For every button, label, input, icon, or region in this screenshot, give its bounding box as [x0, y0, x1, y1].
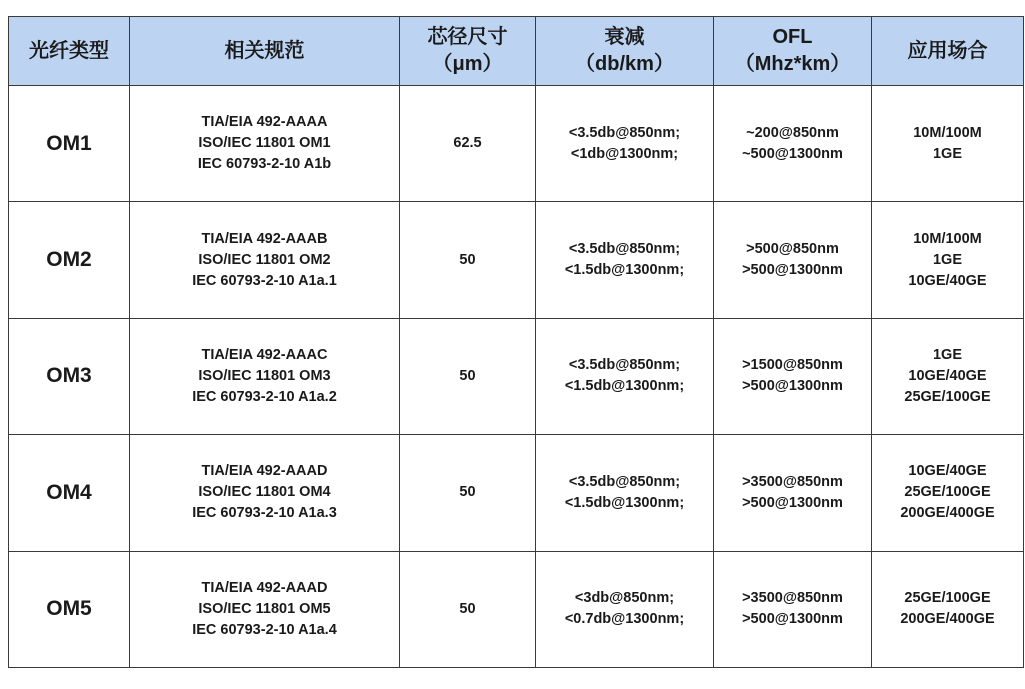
attenuation-line: <1.5db@1300nm; [564, 494, 685, 511]
attenuation-line: <3.5db@850nm; [568, 357, 681, 374]
attenuation-line: <3.5db@850nm; [568, 473, 681, 490]
fiber-type-cell: OM2 [9, 202, 130, 318]
table-row [9, 435, 1024, 551]
fiber-type-cell: OM1 [9, 86, 130, 202]
ofl-cell [714, 551, 872, 667]
ofl-line: >3500@850nm [742, 590, 843, 607]
application-line: 25GE/100GE [904, 484, 991, 501]
ofl-line: >500@850nm [746, 241, 839, 258]
standard-line: ISO/IEC 11801 OM5 [198, 600, 331, 617]
header-application [872, 17, 1024, 86]
ofl-line: >1500@850nm [742, 357, 843, 374]
application-line: 200GE/400GE [900, 505, 995, 522]
application-line: 1GE [932, 145, 962, 162]
standard-line: IEC 60793-2-10 A1a.3 [192, 505, 337, 522]
header-text: 衰减 [604, 26, 645, 48]
standard-line: TIA/EIA 492-AAAD [201, 463, 328, 480]
fiber-type-cell: OM3 [9, 318, 130, 434]
standard-line: ISO/IEC 11801 OM2 [198, 251, 331, 268]
header-core-size [400, 17, 536, 86]
application-line: 1GE [932, 251, 962, 268]
standard-line: ISO/IEC 11801 OM4 [198, 484, 331, 501]
standard-line: TIA/EIA 492-AAAC [201, 346, 328, 363]
ofl-cell [714, 86, 872, 202]
core-size-cell: 62.5 [400, 86, 536, 202]
application-cell [872, 202, 1024, 318]
ofl-cell [714, 435, 872, 551]
standard-line: IEC 60793-2-10 A1a.4 [192, 621, 337, 638]
application-line: 25GE/100GE [904, 590, 991, 607]
header-unit: （μm） [432, 53, 503, 75]
attenuation-cell [536, 202, 714, 318]
attenuation-line: <3.5db@850nm; [568, 241, 681, 258]
table-row [9, 86, 1024, 202]
standard-line: ISO/IEC 11801 OM1 [198, 135, 331, 152]
standard-line: TIA/EIA 492-AAAB [201, 230, 328, 247]
application-line: 10M/100M [913, 230, 982, 247]
application-line: 10GE/40GE [908, 272, 987, 289]
application-line: 1GE [932, 346, 962, 363]
standards-cell [130, 318, 400, 434]
application-line: 10GE/40GE [908, 463, 987, 480]
header-text: 相关规范 [224, 39, 305, 62]
attenuation-line: <0.7db@1300nm; [564, 611, 685, 628]
header-row [9, 17, 1024, 86]
header-standards [130, 17, 400, 86]
fiber-type-cell: OM5 [9, 551, 130, 667]
standard-line: IEC 60793-2-10 A1b [197, 156, 332, 173]
fiber-spec-table-container [8, 16, 1023, 668]
header-unit: （Mhz*km） [734, 53, 851, 75]
header-text: 芯径尺寸 [427, 26, 508, 48]
standards-cell [130, 86, 400, 202]
application-cell [872, 551, 1024, 667]
application-cell [872, 318, 1024, 434]
attenuation-line: <1.5db@1300nm; [564, 378, 685, 395]
attenuation-line: <3db@850nm; [574, 590, 675, 607]
table-row [9, 551, 1024, 667]
core-size-cell: 50 [400, 551, 536, 667]
ofl-line: >500@1300nm [742, 378, 843, 395]
ofl-line: >500@1300nm [742, 262, 843, 279]
attenuation-line: <1.5db@1300nm; [564, 262, 685, 279]
standards-cell [130, 551, 400, 667]
ofl-line: >500@1300nm [742, 494, 843, 511]
standards-cell [130, 435, 400, 551]
attenuation-line: <1db@1300nm; [570, 145, 679, 162]
ofl-line: >3500@850nm [742, 473, 843, 490]
header-ofl [714, 17, 872, 86]
core-size-cell: 50 [400, 318, 536, 434]
standard-line: ISO/IEC 11801 OM3 [198, 367, 331, 384]
standards-cell [130, 202, 400, 318]
fiber-type-cell: OM4 [9, 435, 130, 551]
standard-line: TIA/EIA 492-AAAD [201, 579, 328, 596]
core-size-cell: 50 [400, 435, 536, 551]
core-size-cell: 50 [400, 202, 536, 318]
ofl-line: ~500@1300nm [742, 145, 843, 162]
application-line: 10M/100M [913, 124, 982, 141]
header-attenuation [536, 17, 714, 86]
application-line: 200GE/400GE [900, 611, 995, 628]
header-unit: （db/km） [575, 53, 674, 75]
attenuation-line: <3.5db@850nm; [568, 124, 681, 141]
application-line: 25GE/100GE [904, 388, 991, 405]
header-text: 光纤类型 [29, 39, 109, 62]
ofl-line: >500@1300nm [742, 611, 843, 628]
attenuation-cell [536, 435, 714, 551]
standard-line: IEC 60793-2-10 A1a.2 [192, 388, 337, 405]
attenuation-cell [536, 318, 714, 434]
header-text: OFL [772, 26, 813, 48]
attenuation-cell [536, 551, 714, 667]
attenuation-cell [536, 86, 714, 202]
table-row [9, 202, 1024, 318]
fiber-spec-table [8, 16, 1024, 668]
table-row [9, 318, 1024, 434]
standard-line: TIA/EIA 492-AAAA [201, 114, 328, 131]
header-text: 应用场合 [907, 39, 988, 62]
ofl-line: ~200@850nm [746, 124, 839, 141]
ofl-cell [714, 202, 872, 318]
ofl-cell [714, 318, 872, 434]
application-cell [872, 86, 1024, 202]
standard-line: IEC 60793-2-10 A1a.1 [192, 272, 337, 289]
header-fiber-type [9, 17, 130, 86]
application-cell [872, 435, 1024, 551]
application-line: 10GE/40GE [908, 367, 987, 384]
